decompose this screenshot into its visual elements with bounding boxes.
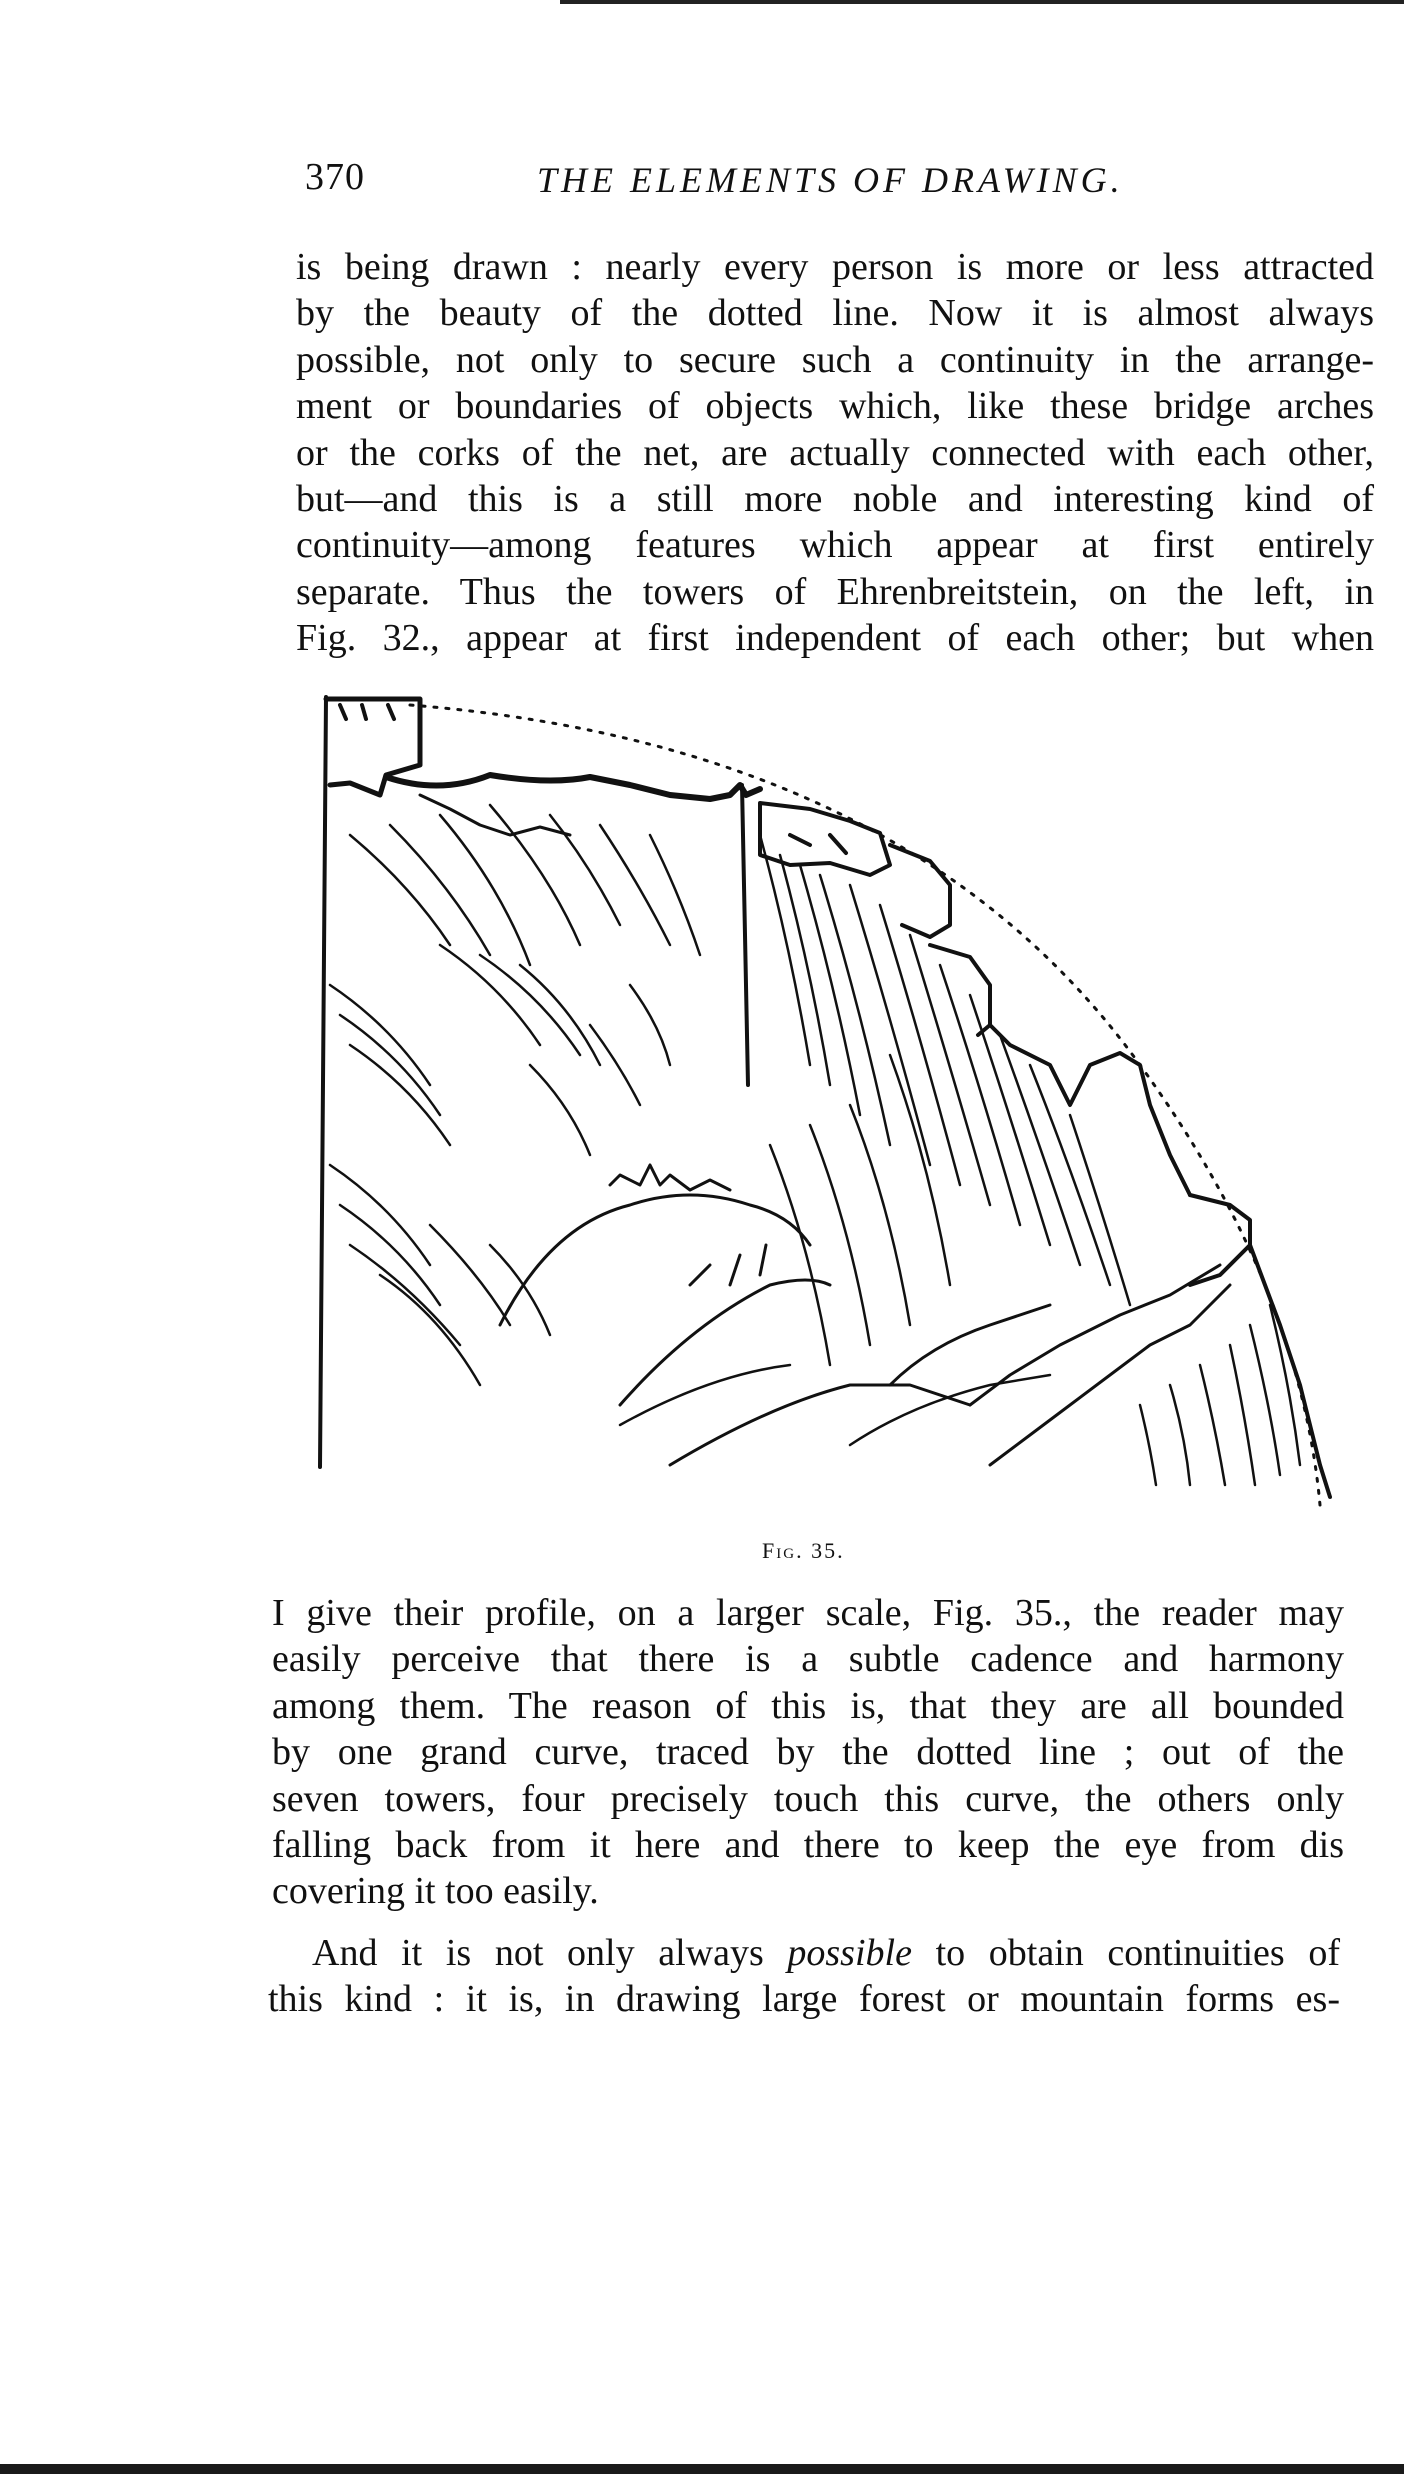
text-line: separate. Thus the towers of Ehrenbreitstein, on the left, in	[296, 570, 1374, 613]
tower-6	[990, 1025, 1190, 1195]
text-run: And it is not only always	[312, 1932, 788, 1974]
text-line: Fig. 32., appear at first independent of each other; but when	[296, 617, 1374, 660]
tower-5	[930, 945, 990, 1035]
page-number: 370	[305, 156, 365, 198]
text-line: this kind : it is, in drawing large forest or mountain forms es-	[268, 1978, 1340, 2021]
paragraph-3	[268, 1930, 1340, 2023]
frame-left-line	[320, 697, 326, 1467]
text-line: among them. The reason of this is, that they are all bounded	[272, 1684, 1344, 1727]
cliff-towers-illustration	[290, 685, 1340, 1515]
tower-3	[760, 803, 890, 875]
text-line: falling back from it here and there to keep the eye from dis	[272, 1824, 1344, 1867]
text-line: seven towers, four precisely touch this curve, the others only	[272, 1777, 1344, 1820]
bottom-edge-rule	[0, 2464, 1404, 2474]
text-line: easily perceive that there is a subtle cadence and harmony	[272, 1638, 1344, 1681]
top-edge-rule	[560, 0, 1404, 4]
text-line: possible, not only to secure such a continuity in the arrange-	[296, 338, 1374, 381]
text-line: but—and this is a still more noble and interesting kind of	[296, 478, 1374, 521]
text-run: to obtain continuities of	[911, 1932, 1340, 1974]
text-line: covering it too easily.	[272, 1870, 599, 1913]
text-line: or the corks of the net, are actually connected with each other,	[296, 431, 1374, 474]
text-line: by the beauty of the dotted line. Now it is almost always	[296, 292, 1374, 335]
ridge-line	[386, 775, 760, 799]
figure-35-illustration	[290, 685, 1340, 1515]
text-line: by one grand curve, traced by the dotted line ; out of the	[272, 1731, 1344, 1774]
page-header	[305, 155, 1155, 215]
text-line	[268, 1930, 1340, 1976]
paragraph-2	[272, 1590, 1344, 1915]
text-line: is being drawn : nearly every person is more or less attracted	[296, 246, 1374, 288]
text-line: I give their profile, on a larger scale, Fig. 35., the reader may	[272, 1592, 1344, 1634]
running-title: THE ELEMENTS OF DRAWING.	[537, 160, 1124, 200]
emphasis-text: possible	[787, 1932, 912, 1974]
tower-4	[890, 845, 950, 937]
tower-7	[1190, 1195, 1250, 1285]
text-line: continuity—among features which appear at first entirely	[296, 524, 1374, 567]
paragraph-1	[296, 244, 1374, 662]
tower-2	[742, 785, 748, 1085]
text-line: ment or boundaries of objects which, like these bridge arches	[296, 385, 1374, 428]
figure-caption: Fig. 35.	[762, 1538, 845, 1563]
